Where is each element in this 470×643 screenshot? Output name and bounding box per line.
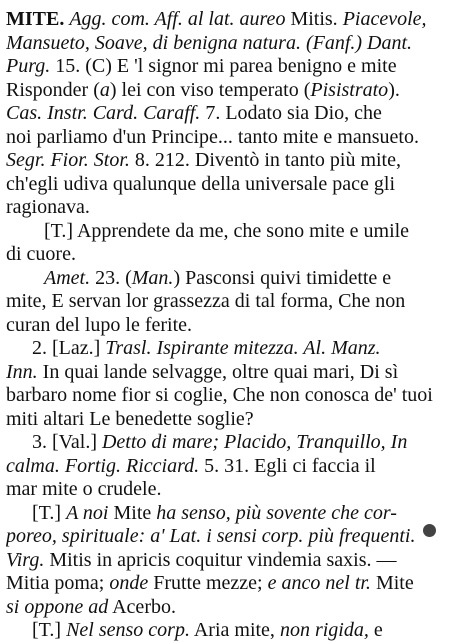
body-text: Mitis. <box>285 8 343 30</box>
italic-text: non rigida, <box>279 619 369 641</box>
text-line <box>6 596 464 620</box>
body-text: 3. [Val.] <box>32 431 102 453</box>
text-line <box>6 431 464 455</box>
text-line <box>6 102 464 126</box>
italic-text: Detto di mare; Placido, Tranquillo, In <box>101 431 408 453</box>
italic-text: Man. <box>131 266 174 289</box>
italic-text: Agg. com. Aff. al lat. aureo <box>69 8 286 30</box>
italic-text: Piacevole, <box>342 8 427 30</box>
italic-text: Cas. Instr. Card. Caraff. <box>6 102 201 124</box>
body-text: 15. (C) E 'l signor mi parea benigno e mite <box>50 55 397 77</box>
text-line <box>6 384 464 408</box>
body-text: di cuore. <box>6 243 76 265</box>
ink-blot <box>423 524 436 537</box>
text-line <box>6 337 464 361</box>
body-text: Mite <box>108 501 157 524</box>
body-text: Acerbo. <box>108 595 176 618</box>
text-line <box>6 525 464 549</box>
body-text: noi parliamo d'un Principe... tanto mite e mansueto. <box>6 125 419 148</box>
body-text: mar mite o crudele. <box>6 478 162 500</box>
body-text: ) lei con viso temperato ( <box>109 78 311 101</box>
italic-text: calma. Fortig. Ricciard. <box>6 454 200 477</box>
text-line <box>6 55 464 79</box>
text-line <box>6 196 464 220</box>
italic-text: Inn. <box>6 360 38 383</box>
body-text: In quai lande selvagge, oltre quai mari, Di sì <box>37 360 399 383</box>
body-text: Mitia poma; <box>6 572 110 594</box>
text-line <box>6 79 464 103</box>
body-text: Risponder ( <box>6 78 100 101</box>
italic-text: poreo, spirituale: a' <box>6 525 165 547</box>
italic-text: Amet. <box>44 266 91 289</box>
body-text: Mitis in apricis coquitur vindemia saxis. — <box>44 548 397 571</box>
body-text: mite, E servan lor grassezza di tal forma, Che non <box>6 290 406 312</box>
body-text: barbaro nome fior si coglie, Che non conosca de' tuoi <box>6 384 433 406</box>
italic-text: Lat. i sensi corp. più frequenti. <box>169 525 416 547</box>
body-text: [T.] <box>32 501 67 524</box>
text-line <box>6 243 464 267</box>
text-line <box>6 173 464 197</box>
italic-text: Virg. <box>6 548 45 571</box>
italic-text: Nel senso corp. <box>66 619 190 641</box>
text-line <box>6 619 464 643</box>
text-line <box>6 408 464 432</box>
body-text: ch'egli udiva qualunque della universale pace gli <box>6 172 396 195</box>
text-line <box>6 361 464 385</box>
italic-text: Segr. Fior. Stor. <box>6 149 130 171</box>
text-line <box>6 32 464 56</box>
text-line <box>6 290 464 314</box>
body-text: Aria mite, <box>189 619 280 641</box>
body-text: Frutte mezze; <box>148 572 268 594</box>
body-text: 7. Lodato sia Dio, che <box>200 102 382 124</box>
italic-text: e anco nel tr. <box>267 572 371 594</box>
body-text: e <box>368 619 383 641</box>
headword: MITE. <box>6 8 65 30</box>
text-line <box>6 220 464 244</box>
italic-text: onde <box>109 572 149 594</box>
italic-text: Trasl. Ispirante mitezza. Al. Manz. <box>105 337 381 359</box>
text-line <box>6 267 464 291</box>
body-text: 2. [Laz.] <box>32 337 106 359</box>
body-text: curan del lupo le ferite. <box>6 313 193 336</box>
text-line <box>6 149 464 173</box>
italic-text: A noi <box>66 501 109 524</box>
text-line <box>6 549 464 573</box>
text-line <box>6 8 464 32</box>
body-text: 8. 212. Diventò in tanto più mite, <box>129 149 401 171</box>
text-line <box>6 502 464 526</box>
body-text: ). <box>388 78 400 101</box>
body-text: Mite <box>370 572 414 594</box>
body-text: [T.] <box>32 619 67 641</box>
italic-text: a <box>99 78 110 101</box>
text-line <box>6 314 464 338</box>
dictionary-entry-mite <box>6 8 464 643</box>
text-line <box>6 126 464 150</box>
italic-text: si oppone ad <box>6 595 109 618</box>
italic-text: Mansueto, Soave, di benigna natura. (Fanf.) Dant. <box>6 31 413 54</box>
text-line <box>6 478 464 502</box>
italic-text: Pisistrato <box>310 78 389 101</box>
italic-text: Purg. <box>6 55 51 77</box>
italic-text: ha senso, più sovente che cor- <box>156 501 397 524</box>
body-text: miti altari Le benedette soglie? <box>6 407 254 430</box>
body-text: ) Pasconsi quivi timidette e <box>173 266 392 289</box>
text-line <box>6 572 464 596</box>
body-text: ragionava. <box>6 196 90 218</box>
body-text: [T.] Apprendete da me, che sono mite e umile <box>44 219 410 242</box>
text-line <box>6 455 464 479</box>
body-text: 5. 31. Egli ci faccia il <box>199 454 376 477</box>
body-text: 23. ( <box>90 266 132 289</box>
